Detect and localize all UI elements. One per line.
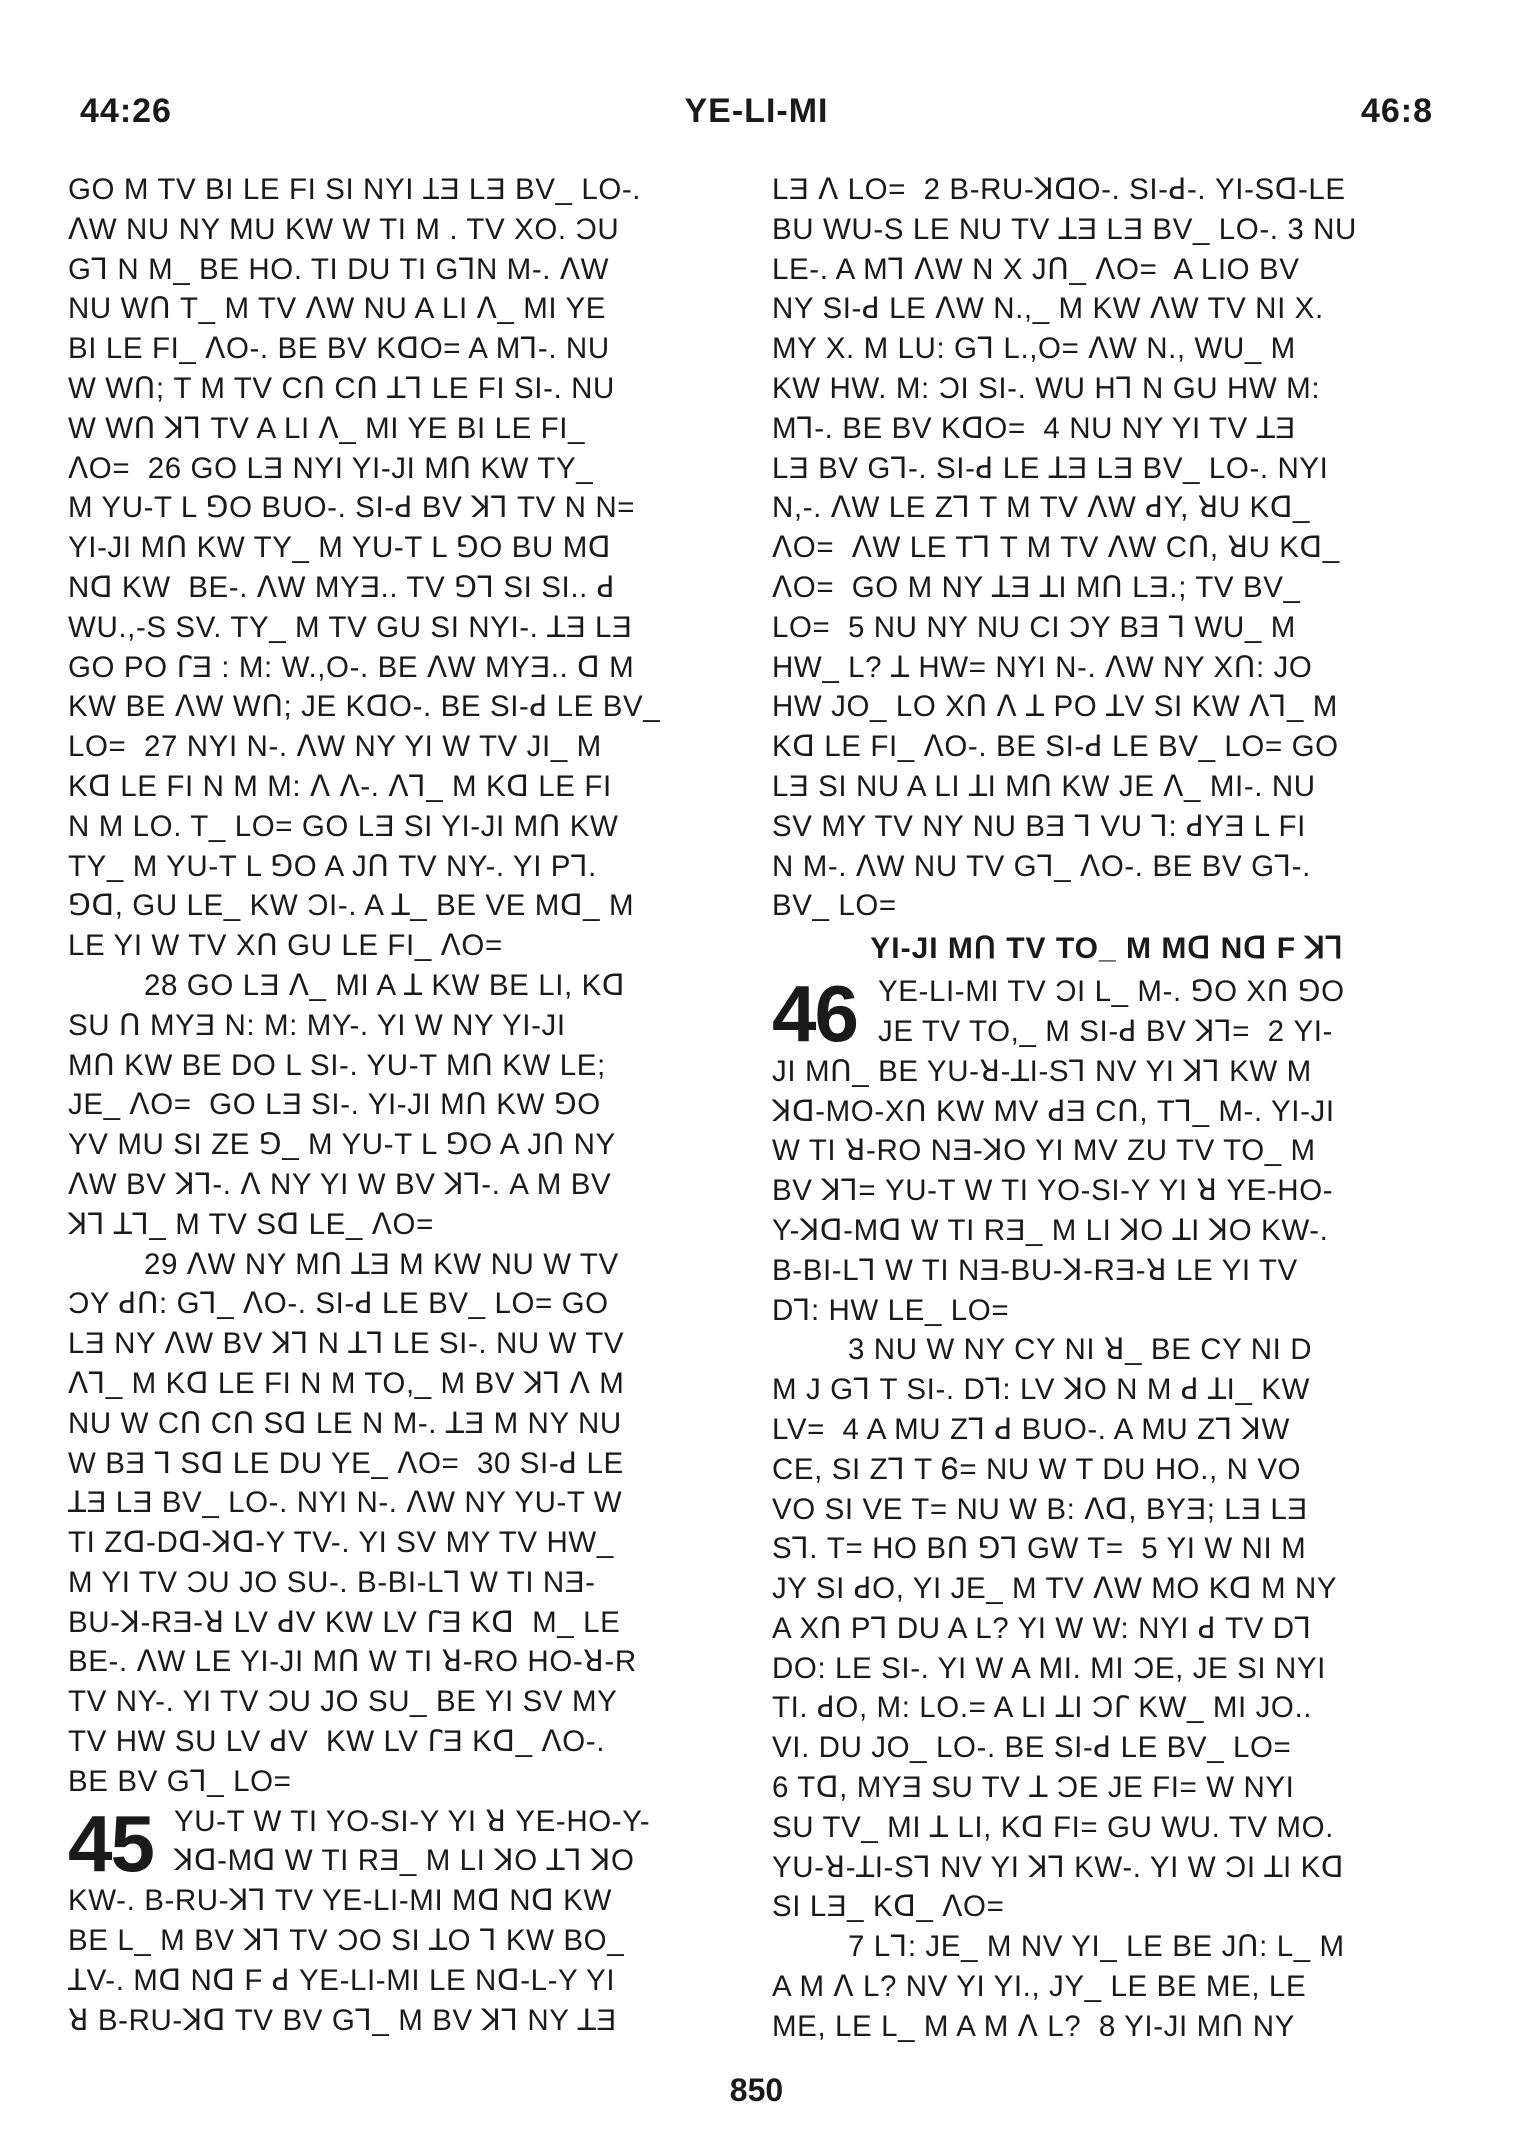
right-column <box>772 170 1442 2047</box>
text-line: BE-. ꓥW LE YI-JI MՈ W TI ꓤ-RO HO-ꓤ-R <box>68 1645 637 1679</box>
text-line: WU.,-S SV. TY_ M TV GU SI NYI-. ꓕƎ LƎ <box>68 610 633 644</box>
text-line: B-BI-Lꓶ W TI NƎ-BU-ꓘ-RƎ-ꓤ LE YI TV <box>772 1253 1298 1287</box>
text-line: 3 NU W NY CY NI ꓤ_ BE CY NI D <box>848 1333 1313 1367</box>
text-line: JE_ ꓥO= GO LƎ SI-. YI-JI MՈ KW ꓨO <box>68 1088 601 1122</box>
text-line: ꓕV-. Mꓷ Nꓷ F ꓒ YE-LI-MI LE Nꓷ-L-Y YI <box>68 1963 616 1997</box>
text-line: Y-ꓘꓷ-Mꓷ W TI RƎ_ M LI ꓘO ꓕI ꓘO KW-. <box>772 1213 1329 1247</box>
text-line: N M LO. T_ LO= GO LƎ SI YI-JI MՈ KW <box>68 809 619 843</box>
left-paragraph-a <box>68 170 738 966</box>
text-line: KW HW. M: ƆI SI-. WU Hꓶ N GU HW M: <box>772 371 1321 405</box>
text-line: BU WU-S LE NU TV ꓕƎ LƎ BV_ LO-. 3 NU <box>772 212 1357 246</box>
text-line: BV_ LO= <box>772 889 897 923</box>
text-line: W TI ꓤ-RO NƎ-ꓘO YI MV ZU TV TO_ M <box>772 1134 1316 1168</box>
text-line: NU WՈ T_ M TV ꓥW NU A LI ꓥ_ MI YE <box>68 292 606 326</box>
section-heading: YI-JI MՈ TV TO_ M Mꓷ Nꓷ F ꓘꓶ <box>870 932 1344 966</box>
text-line: ꓤ B-RU-ꓘꓷ TV BV Gꓶ_ M BV ꓘꓶ NY ꓕƎ <box>68 2003 617 2037</box>
text-line: SV MY TV NY NU BƎ ꓶ VU ꓶ: ꓒYƎ L FI <box>772 809 1306 843</box>
text-line: YU-T W TI YO-SI-Y YI ꓤ YE-HO-Y- <box>174 1804 651 1838</box>
header-left-reference: 44:26 <box>80 92 172 130</box>
text-line: A M ꓥ L? NV YI YI., JY_ LE BE ME, LE <box>772 1970 1307 2004</box>
text-line: SI LƎ_ Kꓷ_ ꓥO= <box>772 1890 1005 1924</box>
text-line: ꓘꓷ-MO-XՈ KW MV ꓒƎ CՈ, Tꓶ_ M-. YI-JI <box>772 1094 1335 1128</box>
chapter-46-number: 46 <box>772 969 857 1059</box>
text-line: ꓥꓶ_ M Kꓷ LE FI N M TO,_ M BV ꓘꓶ ꓥ M <box>68 1366 625 1400</box>
text-line: ꓥO= GO M NY ꓕƎ ꓕI MՈ LƎ.; TV BV_ <box>772 570 1301 604</box>
text-line: M YU-T L ꓨO BUO-. SI-ꓒ BV ꓘꓶ TV N N= <box>68 491 636 525</box>
right-paragraph-a <box>772 170 1442 926</box>
text-line: VO SI VE T= NU W B: ꓥꓷ, BYƎ; LƎ LƎ <box>772 1492 1308 1526</box>
text-line: SU TV_ MI ꓕ LI, Kꓷ FI= GU WU. TV MO. <box>772 1810 1334 1844</box>
text-line: Kꓷ LE FI N M M: ꓥ ꓥ-. ꓥꓶ_ M Kꓷ LE FI <box>68 769 612 803</box>
text-line: YE-LI-MI TV ƆI L_ M-. ꓨO XՈ ꓨO <box>878 975 1345 1009</box>
text-line: 28 GO LƎ ꓥ_ MI A ꓕ KW BE LI, Kꓷ <box>144 968 626 1002</box>
text-line: LO= 5 NU NY NU CI ƆY BƎ ꓶ WU_ M <box>772 610 1296 644</box>
text-line: ƆY ꓒՈ: Gꓶ_ ꓥO-. SI-ꓒ LE BV_ LO= GO <box>68 1287 609 1321</box>
text-line: ꓥO= 26 GO LƎ NYI YI-JI MՈ KW TY_ <box>68 451 594 485</box>
text-line: A XՈ Pꓶ DU A L? YI W W: NYI ꓒ TV Dꓶ <box>772 1611 1312 1645</box>
text-line: TV NY-. YI TV ƆU JO SU_ BE YI SV MY <box>68 1685 618 1719</box>
chapter-45-hanging-lines <box>68 1798 738 1888</box>
text-line: Sꓶ. T= HO BՈ ꓨꓶ GW T= 5 YI W NI M <box>772 1532 1307 1566</box>
text-line: DO: LE SI-. YI W A MI. MI ƆE, JE SI NYI <box>772 1651 1326 1685</box>
header-book-title: YE-LI-MI <box>684 92 829 130</box>
text-line: TI Zꓷ-Dꓷ-ꓘꓷ-Y TV-. YI SV MY TV HW_ <box>68 1526 614 1560</box>
text-line: LƎ ꓥ LO= 2 B-RU-ꓘꓷO-. SI-ꓒ-. YI-Sꓷ-LE <box>772 173 1346 206</box>
text-line: ꓥW NU NY MU KW W TI M . TV XO. ƆU <box>68 212 620 246</box>
text-line: Mꓶ-. BE BV KꓷO= 4 NU NY YI TV ꓕƎ <box>772 411 1296 445</box>
text-line: W BƎ ꓶ Sꓷ LE DU YE_ ꓥO= 30 SI-ꓒ LE <box>68 1446 624 1480</box>
header-right-reference: 46:8 <box>1360 92 1433 130</box>
text-line: YV MU SI ZE ꓨ_ M YU-T L ꓨO A JՈ NY <box>68 1128 616 1162</box>
text-line: GO PO ꓩƎ : M: W.,O-. BE ꓥW MYƎ.. ꓷ M <box>68 650 635 684</box>
text-line: ꓘꓷ-Mꓷ W TI RƎ_ M LI ꓘO ꓕꓶ ꓘO <box>174 1844 635 1878</box>
right-paragraph-b <box>772 1330 1442 1927</box>
text-line: MY X. M LU: Gꓶ L.,O= ꓥW N., WU_ M <box>772 332 1296 366</box>
text-line: MՈ KW BE DO L SI-. YU-T MՈ KW LE; <box>68 1048 606 1082</box>
chapter-46-lines <box>772 1052 1442 1331</box>
text-line: 6 Tꓷ, MYƎ SU TV ꓕ ƆE JE FI= W NYI <box>772 1771 1295 1805</box>
left-column <box>68 170 738 2040</box>
left-paragraph-b <box>68 966 738 1245</box>
text-line: BI LE FI_ ꓥO-. BE BV KꓷO= A Mꓶ-. NU <box>68 332 610 366</box>
text-line: W WՈ ꓘꓶ TV A LI ꓥ_ MI YE BI LE FI_ <box>68 411 586 445</box>
text-line: TV HW SU LV ꓒV KW LV ꓩƎ Kꓷ_ ꓥO-. <box>68 1725 605 1759</box>
text-line: Nꓷ KW BE-. ꓥW MYƎ.. TV ꓨꓶ SI SI.. ꓒ <box>68 570 616 604</box>
text-line: LE YI W TV XՈ GU LE FI_ ꓥO= <box>68 929 503 963</box>
text-line: ꓥW BV ꓘꓶ-. ꓥ NY YI W BV ꓘꓶ-. A M BV <box>68 1167 612 1201</box>
chapter-45-block <box>68 1798 738 2041</box>
text-line: Kꓷ LE FI_ ꓥO-. BE SI-ꓒ LE BV_ LO= GO <box>772 730 1339 764</box>
text-line: LV= 4 A MU Zꓶ ꓒ BUO-. A MU Zꓶ ꓘW <box>772 1412 1290 1446</box>
chapter-45-lines <box>68 1881 738 2040</box>
right-paragraph-c <box>772 1927 1442 2046</box>
text-line: GO M TV BI LE FI SI NYI ꞱƎ LƎ BV_ LO-. <box>68 173 642 206</box>
text-line: ꓕƎ LƎ BV_ LO-. NYI N-. ꓥW NY YU-T W <box>68 1486 623 1520</box>
text-line: TY_ M YU-T L ꓨO A JՈ TV NY-. YI Pꓶ. <box>68 849 597 883</box>
text-line: 7 Lꓶ: JE_ M NV YI_ LE BE JՈ: L_ M <box>848 1930 1345 1964</box>
text-line: BE L_ M BV ꓘꓶ TV ƆO SI ꓕO ꓶ KW BO_ <box>68 1924 625 1958</box>
text-line: LƎ BV Gꓶ-. SI-ꓒ LE ꓕƎ LƎ BV_ LO-. NYI <box>772 451 1329 485</box>
text-line: HW_ L? ꓕ HW= NYI N-. ꓥW NY XՈ: JO <box>772 650 1313 684</box>
text-line: ME, LE L_ M A M ꓥ L? 8 YI-JI MՈ NY <box>772 2009 1295 2043</box>
text-line: YI-JI MՈ KW TY_ M YU-T L ꓨO BU Mꓷ <box>68 531 612 565</box>
text-line: M YI TV ƆU JO SU-. B-BI-Lꓶ W TI NƎ- <box>68 1565 596 1599</box>
text-line: LƎ NY ꓥW BV ꓘꓶ N ꓕꓶ LE SI-. NU W TV <box>68 1327 625 1361</box>
text-line: M J Gꓶ T SI-. Dꓶ: LV ꓘO N M ꓒ ꓕI_ KW <box>772 1373 1310 1407</box>
text-line: KW BE ꓥW WՈ; JE KꓷO-. BE SI-ꓒ LE BV_ <box>68 690 661 724</box>
text-line: LE-. A Mꓶ ꓥW N X JՈ_ ꓥO= A LIO BV <box>772 252 1300 286</box>
chapter-46-hanging-lines <box>772 969 1442 1059</box>
text-line: BV ꓘꓶ= YU-T W TI YO-SI-Y YI ꓤ YE-HO- <box>772 1174 1334 1208</box>
text-line: BU-ꓘ-RƎ-ꓤ LV ꓒV KW LV ꓩƎ Kꓷ M_ LE <box>68 1605 621 1639</box>
text-line: ꓥO= ꓥW LE Tꓶ T M TV ꓥW CՈ, ꓤU Kꓷ_ <box>772 531 1340 565</box>
text-line: BE BV Gꓶ_ LO= <box>68 1764 292 1798</box>
text-line: TI. ꓒO, M: LO.= A LI ꓕI Ɔꓩ KW_ MI JO.. <box>772 1691 1313 1725</box>
text-line: YU-ꓤ-ꓕI-Sꓶ NV YI ꓘꓶ KW-. YI W ƆI ꓕI Kꓷ <box>772 1850 1345 1884</box>
text-line: JI MՈ_ BE YU-ꓤ-ꓕI-Sꓶ NV YI ꓘꓶ KW M <box>772 1054 1312 1088</box>
text-line: LƎ SI NU A LI ꓕI MՈ KW JE ꓥ_ MI-. NU <box>772 769 1316 803</box>
text-line: LO= 27 NYI N-. ꓥW NY YI W TV JI_ M <box>68 730 602 764</box>
page-header <box>72 92 1441 142</box>
text-line: N M-. ꓥW NU TV Gꓶ_ ꓥO-. BE BV Gꓶ-. <box>772 849 1311 883</box>
text-line: NU W CՈ CՈ Sꓷ LE N M-. ꓕƎ M NY NU <box>68 1406 622 1440</box>
text-line: VI. DU JO_ LO-. BE SI-ꓒ LE BV_ LO= <box>772 1731 1292 1765</box>
left-paragraph-c <box>68 1245 738 1802</box>
chapter-45-number: 45 <box>68 1798 153 1888</box>
page-number: 850 <box>729 2072 784 2108</box>
text-line: W WՈ; T M TV CՈ CՈ ꓕꓶ LE FI SI-. NU <box>68 371 615 405</box>
text-line: 29 ꓥW NY MՈ ꓕƎ M KW NU W TV <box>144 1247 619 1281</box>
text-line: ꓘꓶ ꓕꓶ_ M TV Sꓷ LE_ ꓥO= <box>68 1207 434 1241</box>
text-line: N,-. ꓥW LE Zꓶ T M TV ꓥW ꓒY, ꓤU Kꓷ_ <box>772 491 1311 525</box>
text-line: Gꓶ N M_ BE HO. TI DU TI GꓶN M-. ꓥW <box>68 252 610 286</box>
text-line: NY SI-ꓒ LE ꓥW N.,_ M KW ꓥW TV NI X. <box>772 292 1324 326</box>
text-line: CE, SI Zꓶ T Ꮾ= NU W T DU HO., N VO <box>772 1452 1302 1486</box>
chapter-46-block <box>772 969 1442 1330</box>
text-line: Dꓶ: HW LE_ LO= <box>772 1293 1010 1327</box>
text-line: JE TV TO,_ M SI-ꓒ BV ꓘꓶ= 2 YI- <box>878 1014 1333 1048</box>
text-line: HW JO_ LO XՈ ꓥ ꓕ PO ꓕV SI KW ꓥꓶ_ M <box>772 690 1338 724</box>
text-line: SU Ո MYƎ N: M: MY-. YI W NY YI-JI <box>68 1008 566 1042</box>
text-line: ꓨꓷ, GU LE_ KW ƆI-. A ꓕ_ BE VE Mꓷ_ M <box>68 889 635 923</box>
text-line: JY SI ꓒO, YI JE_ M TV ꓥW MO Kꓷ M NY <box>772 1572 1338 1606</box>
text-line: KW-. B-RU-ꓘꓶ TV YE-LI-MI Mꓷ Nꓷ KW <box>68 1884 612 1918</box>
